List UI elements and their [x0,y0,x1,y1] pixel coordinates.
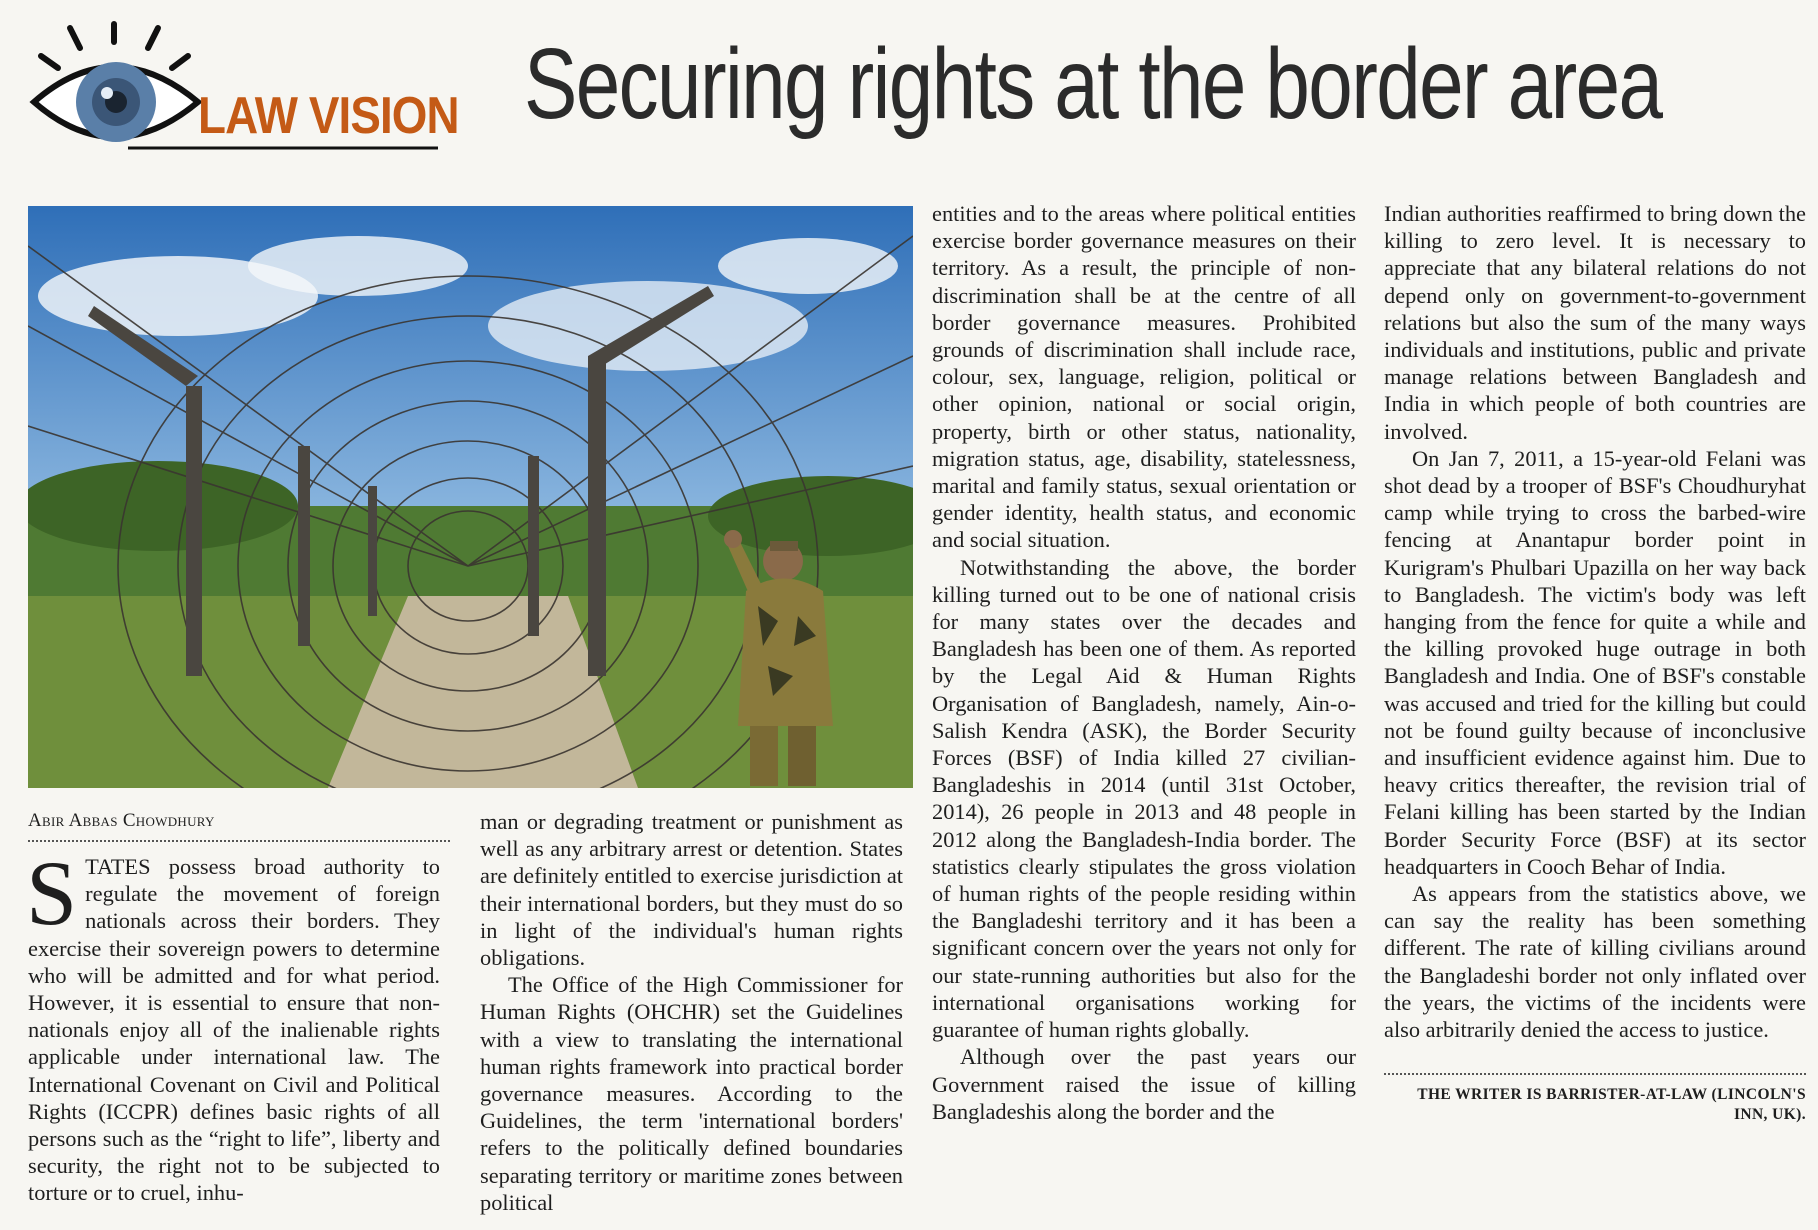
article-column-2 [480,808,903,1216]
author-signoff: THE WRITER IS BARRISTER-AT-LAW (LINCOLN'S INN, UK). [1417,1086,1806,1124]
article-column-1 [26,842,440,1207]
paragraph: entities and to the areas where political entities exercise border governance measures on their territory. As a result, the principle of non-discrimination shall be at the centre of all border governance measures. Prohibited grounds of discrimination shall include race, colour, sex, language, religion, political or other opinion, national or social origin, property, birth or other status, nationality, migration status, age, disability, statelessness, marital and family status, sexual orientation or gender identity, health status, and economic and social situation. [932,201,1356,553]
paragraph: Although over the past years our Government raised the issue of killing Bangladeshis along the border and the [932,1044,1356,1124]
divider [1384,1073,1806,1075]
paragraph: man or degrading treatment or punishment as well as any arbitrary arrest or detention. States are definitely entitled to exercise jurisdiction at their international borders, but they must do so in light of the individual's human rights obligations. [480,809,903,971]
byline: Abir Abbas Chowdhury [28,810,215,831]
paragraph: The Office of the High Commissioner for Human Rights (OHCHR) set the Guidelines with a view to translating the international human rights framework into practical border governance measures. According to the Guidelines, the term 'international borders' refers to the politically defined boundaries separating territory or maritime zones between political [480,972,903,1215]
page-title: Securing rights at the border area [524,28,1662,140]
logo-text: LAW VISION [198,87,459,145]
paragraph: Notwithstanding the above, the border killing turned out to be one of national crisis for many states over the decades and Bangladesh has been one of them. As reported by the Legal Aid & Human Rights Organisation of Bangladesh, namely, Ain-o-Salish Kendra (ASK), the Border Security Forces (BSF) of India killed 27 civilian-Bangladeshis in 2014 (until 31st October, 2014), 26 people in 2013 and 48 people in 2012 along the Bangladesh-India border. The statistics clearly stipulates the gross violation of human rights of the people residing within the Bangladeshi territory and it has been a significant concern over the years not only for our state-running authorities but also for the international organisations working for guarantee of human rights globally. [932,554,1356,1043]
paragraph: On Jan 7, 2011, a 15-year-old Felani was shot dead by a trooper of BSF's Choudhuryhat camp while trying to cross the barbed-wire fencing at Anantapur border point in Kurigram's Phulbari Upazilla on her way back to Bangladesh. The victim's body was left hanging from the fence for quite a while and the killing provoked huge outrage in both Bangladesh and India. One of BSF's constable was accused and tried for the killing but could not be found guilty because of inconclusive and insufficient evidence against him. Due to heavy critics thereafter, the revision trial of Felani killing has been started by the Indian Border Security Force (BSF) at its sector headquarters in Cooch Behar of India. [1384,445,1806,879]
paragraph: TATES possess broad authority to regulate the movement of foreign nationals across their borders. They exercise their sovereign powers to determine who will be admitted and for what period. However, it is essential to ensure that non-nationals enjoy all of the inalienable rights applicable under international law. The International Covenant on Civil and Political Rights (ICCPR) defines basic rights of all persons such as the “right to life”, liberty and security, the right not to be subjected to torture or to cruel, inhu- [28,854,440,1206]
divider [28,840,450,842]
article-column-3 [932,200,1356,1125]
paragraph: As appears from the statistics above, we can say the reality has been something different. The rate of killing civilians around the Bangladeshi border not only inflated over the years, the victims of the incidents were also arbitrarily denied the access to justice. [1384,881,1806,1043]
drop-cap: S [26,842,78,944]
paragraph: Indian authorities reaffirmed to bring down the killing to zero level. It is necessary to appreciate that any bilateral relations do not depend only on government-to-government relations but also the sum of the many ways individuals and institutions, public and private manage relations between Bangladesh and India in which people of both countries are involved. [1384,201,1806,444]
article-column-4 [1384,200,1806,1125]
article-photo [28,206,913,788]
